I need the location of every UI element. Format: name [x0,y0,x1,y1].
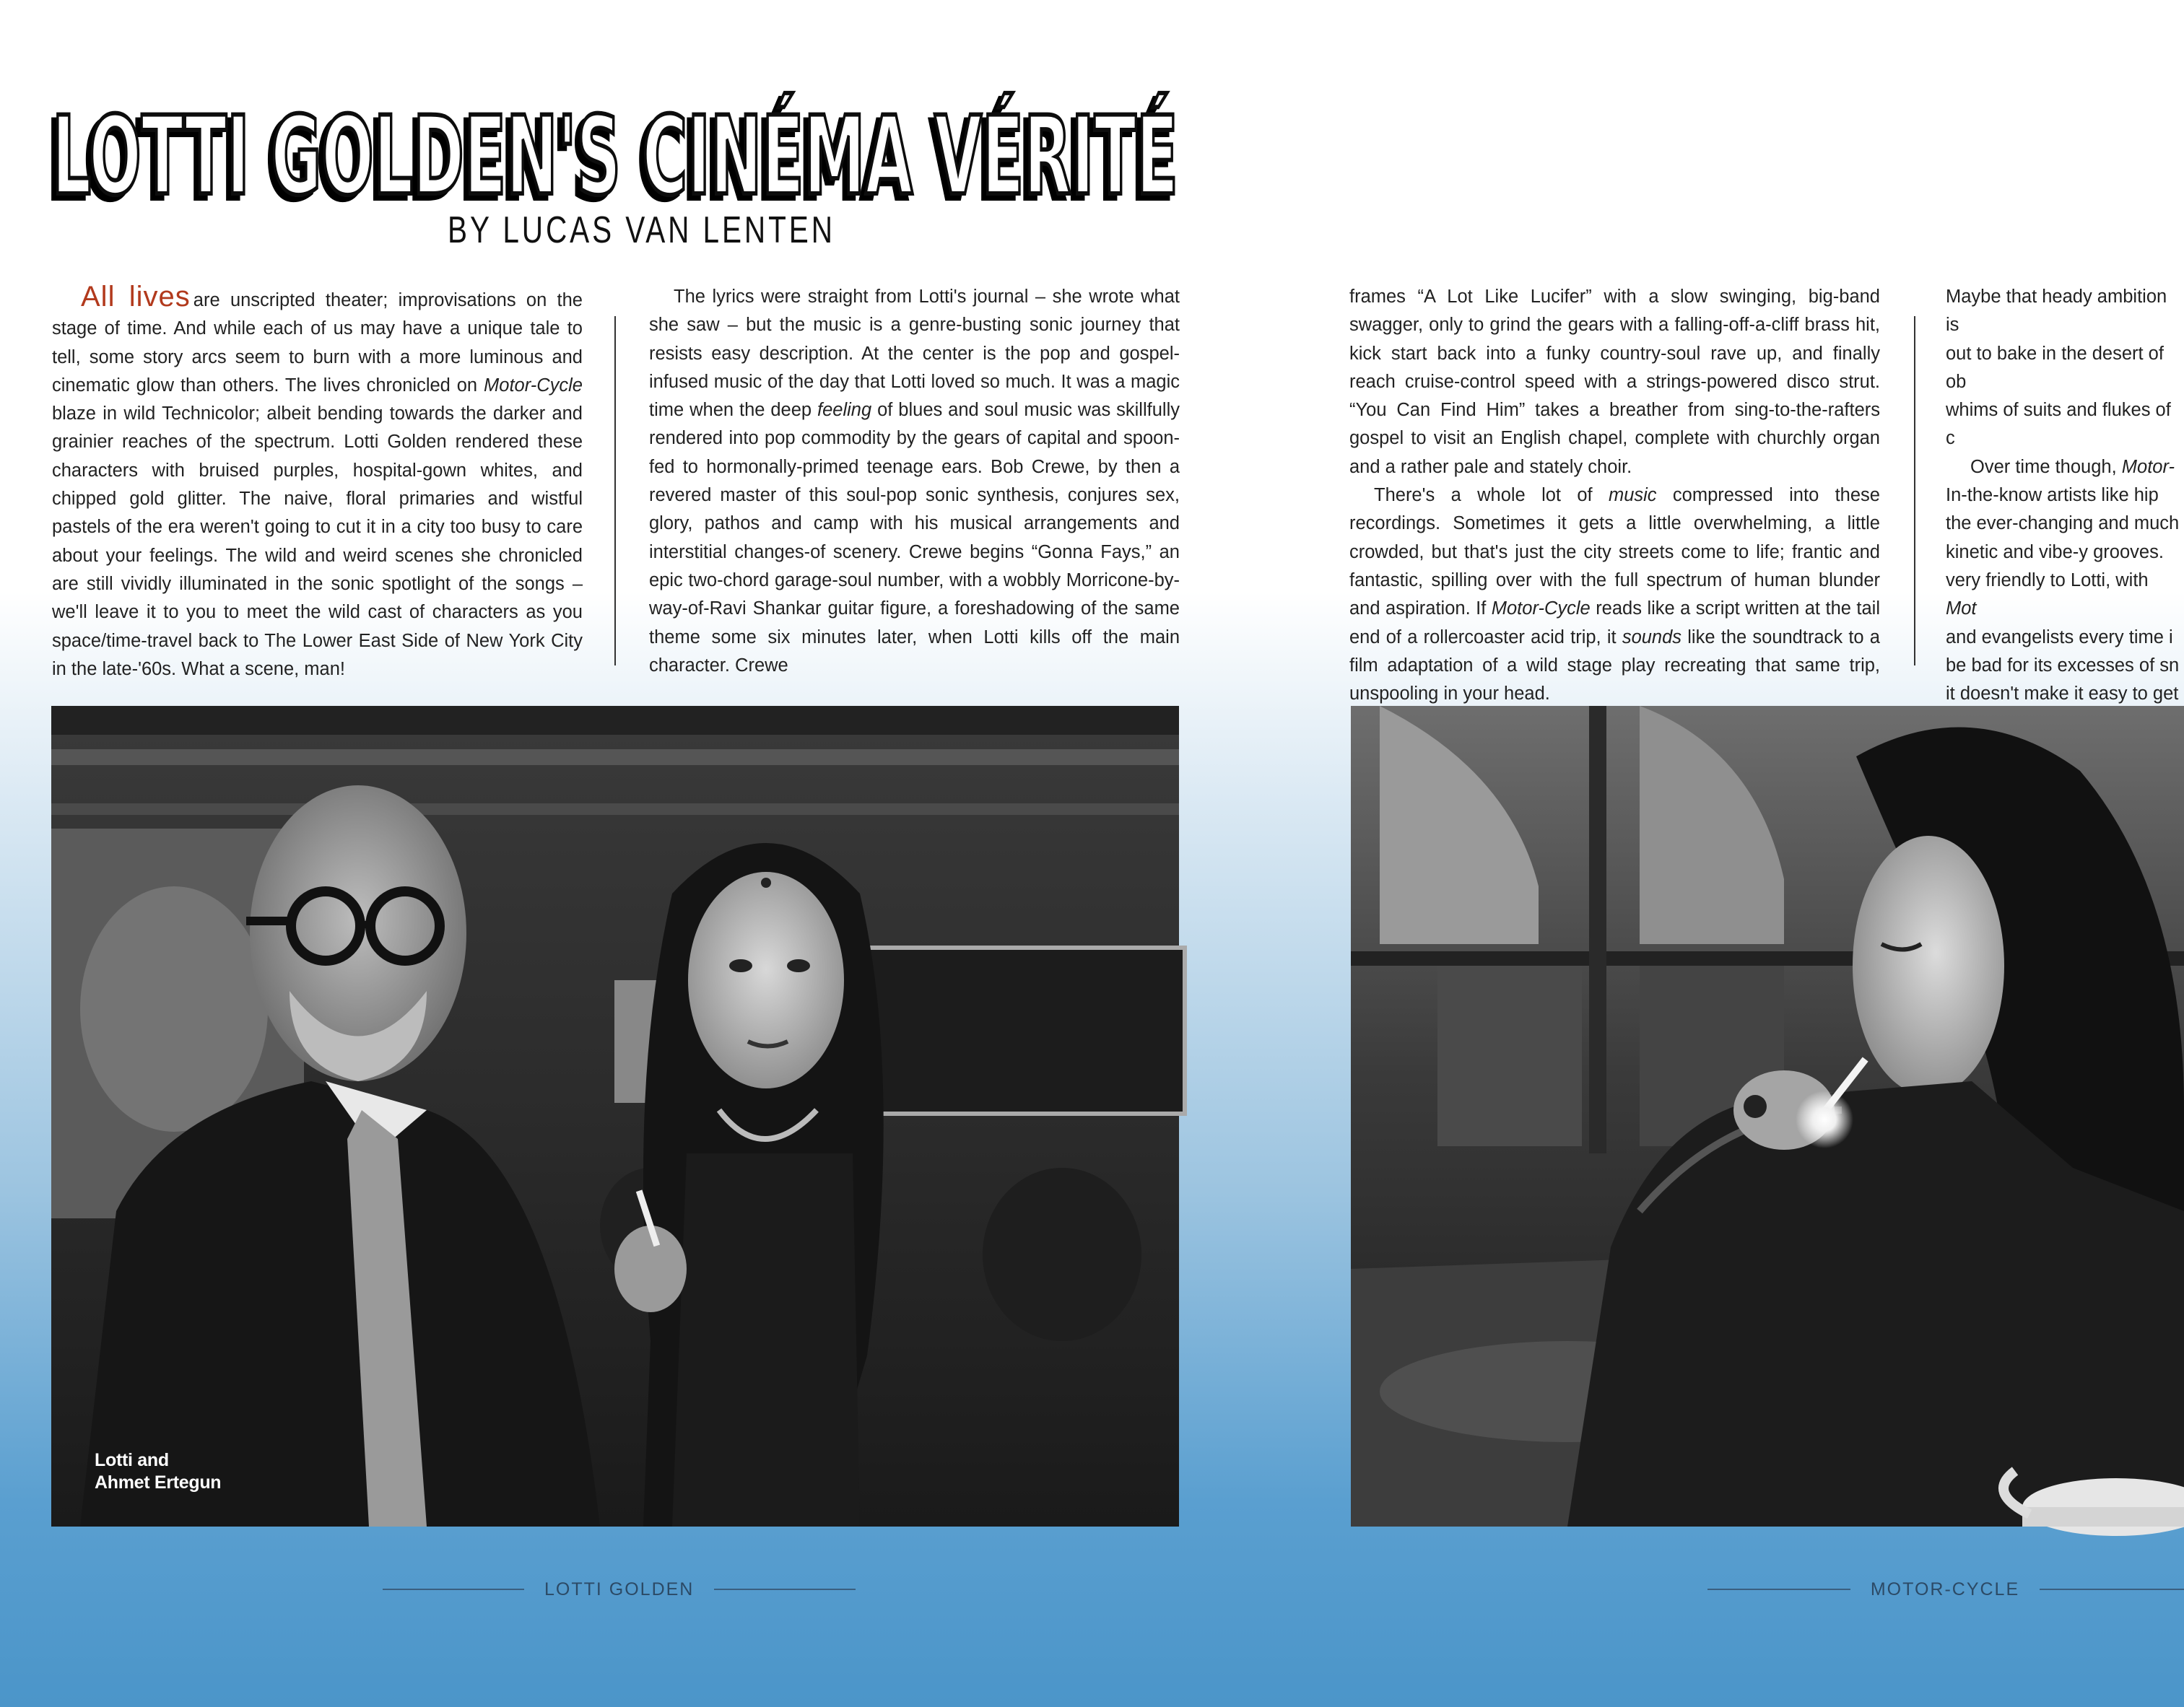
col1-text: are unscripted theater; improvisations on the stage of time. And while each of us may have a unique tale to tell, some story arcs seem to burn with a more luminous and cinematic glow than others. The lives chronicled on [52,290,583,396]
photo-caption [95,1449,221,1494]
column-divider [614,316,616,665]
col4-line: whims of suits and flukes of c [1946,400,2171,449]
footer-rule [1707,1589,1850,1590]
col3-paragraph-1: frames “A Lot Like Lucifer” with a slow swinging, big-band swagger, only to grind the gears with a falling-off-a-cliff brass hit, kick start back into a funky country-soul rave up, and finally reach cruise-control speed with a strings-powered disco strut. “You Can Find Him” takes a breather from sing-to-the-rafters gospel to visit an English chapel, complete with churchly organ and a rather pale and stately choir. [1349,287,1880,477]
col4-line: it doesn't make it easy to get [1946,684,2179,704]
col4-line: out to bake in the desert of ob [1946,343,2164,392]
col4-line: and evangelists every time i [1946,627,2173,647]
article-column-2 [649,283,1180,680]
photo-lotti-and-ahmet [51,706,1179,1527]
col4-line: In-the-know artists like hip [1946,485,2159,506]
article-column-1 [52,283,583,680]
col1-text-rest: blaze in wild Technicolor; albeit bending towards the darker and grainier reaches of the spectrum. Lotti Golden rendered these characters with bruised purples, hospital-gown whites, and chipped gold glitter. The naive, floral primaries and wistful pastels of the era weren't going to cut it in a city too busy to care about your feelings. The wild and weird scenes she chronicled are still vividly illuminated in the sonic spotlight of the songs – we'll leave it to you to meet the wild cast of characters as you space/time-travel back to The Lower East Side of New York City in the late-'60s. What a scene, man! [52,403,583,679]
col4-line: the ever-changing and much [1946,513,2180,534]
col1-italic: Motor-Cycle [484,375,583,396]
col4-line: Maybe that heady ambition is [1946,287,2167,336]
col3-italic-2: Motor-Cycle [1491,598,1591,619]
col2-italic: feeling [817,400,872,421]
caption-line-2: Ahmet Ertegun [95,1472,222,1493]
col3-text-d: like the soundtrack to a film adaptation of a wild stage play recreating that same trip, unspooling in your head. [1349,627,1880,704]
footer-label-right: MOTOR-CYCLE [1870,1579,2020,1599]
article-column-4 [1946,283,2184,704]
footer-rule [2040,1589,2184,1590]
photo-lotti-and-ahmet-image [51,706,1179,1527]
col3-text-b: compressed into these recordings. Sometimes it gets a little overwhelming, a little crowded, but that's just the city streets come to life; frantic and fantastic, spilling over with the full spectrum of human blunder and aspiration. If [1349,485,1880,619]
col3-italic-1: music [1608,485,1657,506]
footer-left [383,1579,870,1600]
photo-lotti-lighting-cigarette [1351,706,2184,1527]
headline [46,85,2034,219]
col4-line: be bad for its excesses of sn [1946,655,2180,676]
caption-line-1: Lotti and [95,1450,169,1470]
footer-right [1707,1579,2184,1600]
col2-text-b: of blues and soul music was skillfully rendered into pop commodity by the gears of capital and spoon-fed to hormonally-primed teenage ears. Bob Crewe, by then a revered master of this soul-pop sonic synthesis, conjures sex, glory, pathos and camp with his musical arrangements and interstitial changes-of scenery. Crewe begins “Gonna Fays,” an epic two-chord garage-soul number, with a wobbly Morricone-by-way-of-Ravi Shankar guitar figure, a foreshadowing of the same theme some six minutes later, when Lotti kills off the main character. Crewe [649,400,1180,676]
col3-text-a: There's a whole lot of [1374,485,1609,506]
headline-lettering [46,85,2034,219]
footer-rule [383,1589,524,1590]
col4-line: kinetic and vibe-y grooves. [1946,541,2164,562]
footer-rule [714,1589,856,1590]
footer-label-left: LOTTI GOLDEN [544,1579,695,1599]
column-divider [1914,316,1915,665]
drop-cap-lead: All lives [81,281,191,313]
headline-title: LOTTI GOLDEN'S CINÉMA VÉRITÉ [52,94,2034,219]
col3-text-c: reads like a script written at the tail end of a rollercoaster acid trip, it [1349,598,1880,647]
byline: BY LUCAS VAN LENTEN [448,209,835,251]
col4-line: very friendly to Lotti, with Mot [1946,569,2149,619]
col4-line: Over time though, Motor- [1970,456,2175,477]
col2-text-a: The lyrics were straight from Lotti's journal – she wrote what she saw – but the music is a genre-busting sonic journey that resists easy description. At the center is the pop and gospel-infused music of the day that Lotti loved so much. It was a magic time when the deep [649,287,1180,421]
col3-italic-3: sounds [1622,627,1682,647]
article-column-3 [1349,283,1880,704]
photo-lotti-lighting-cigarette-image [1351,706,2184,1527]
